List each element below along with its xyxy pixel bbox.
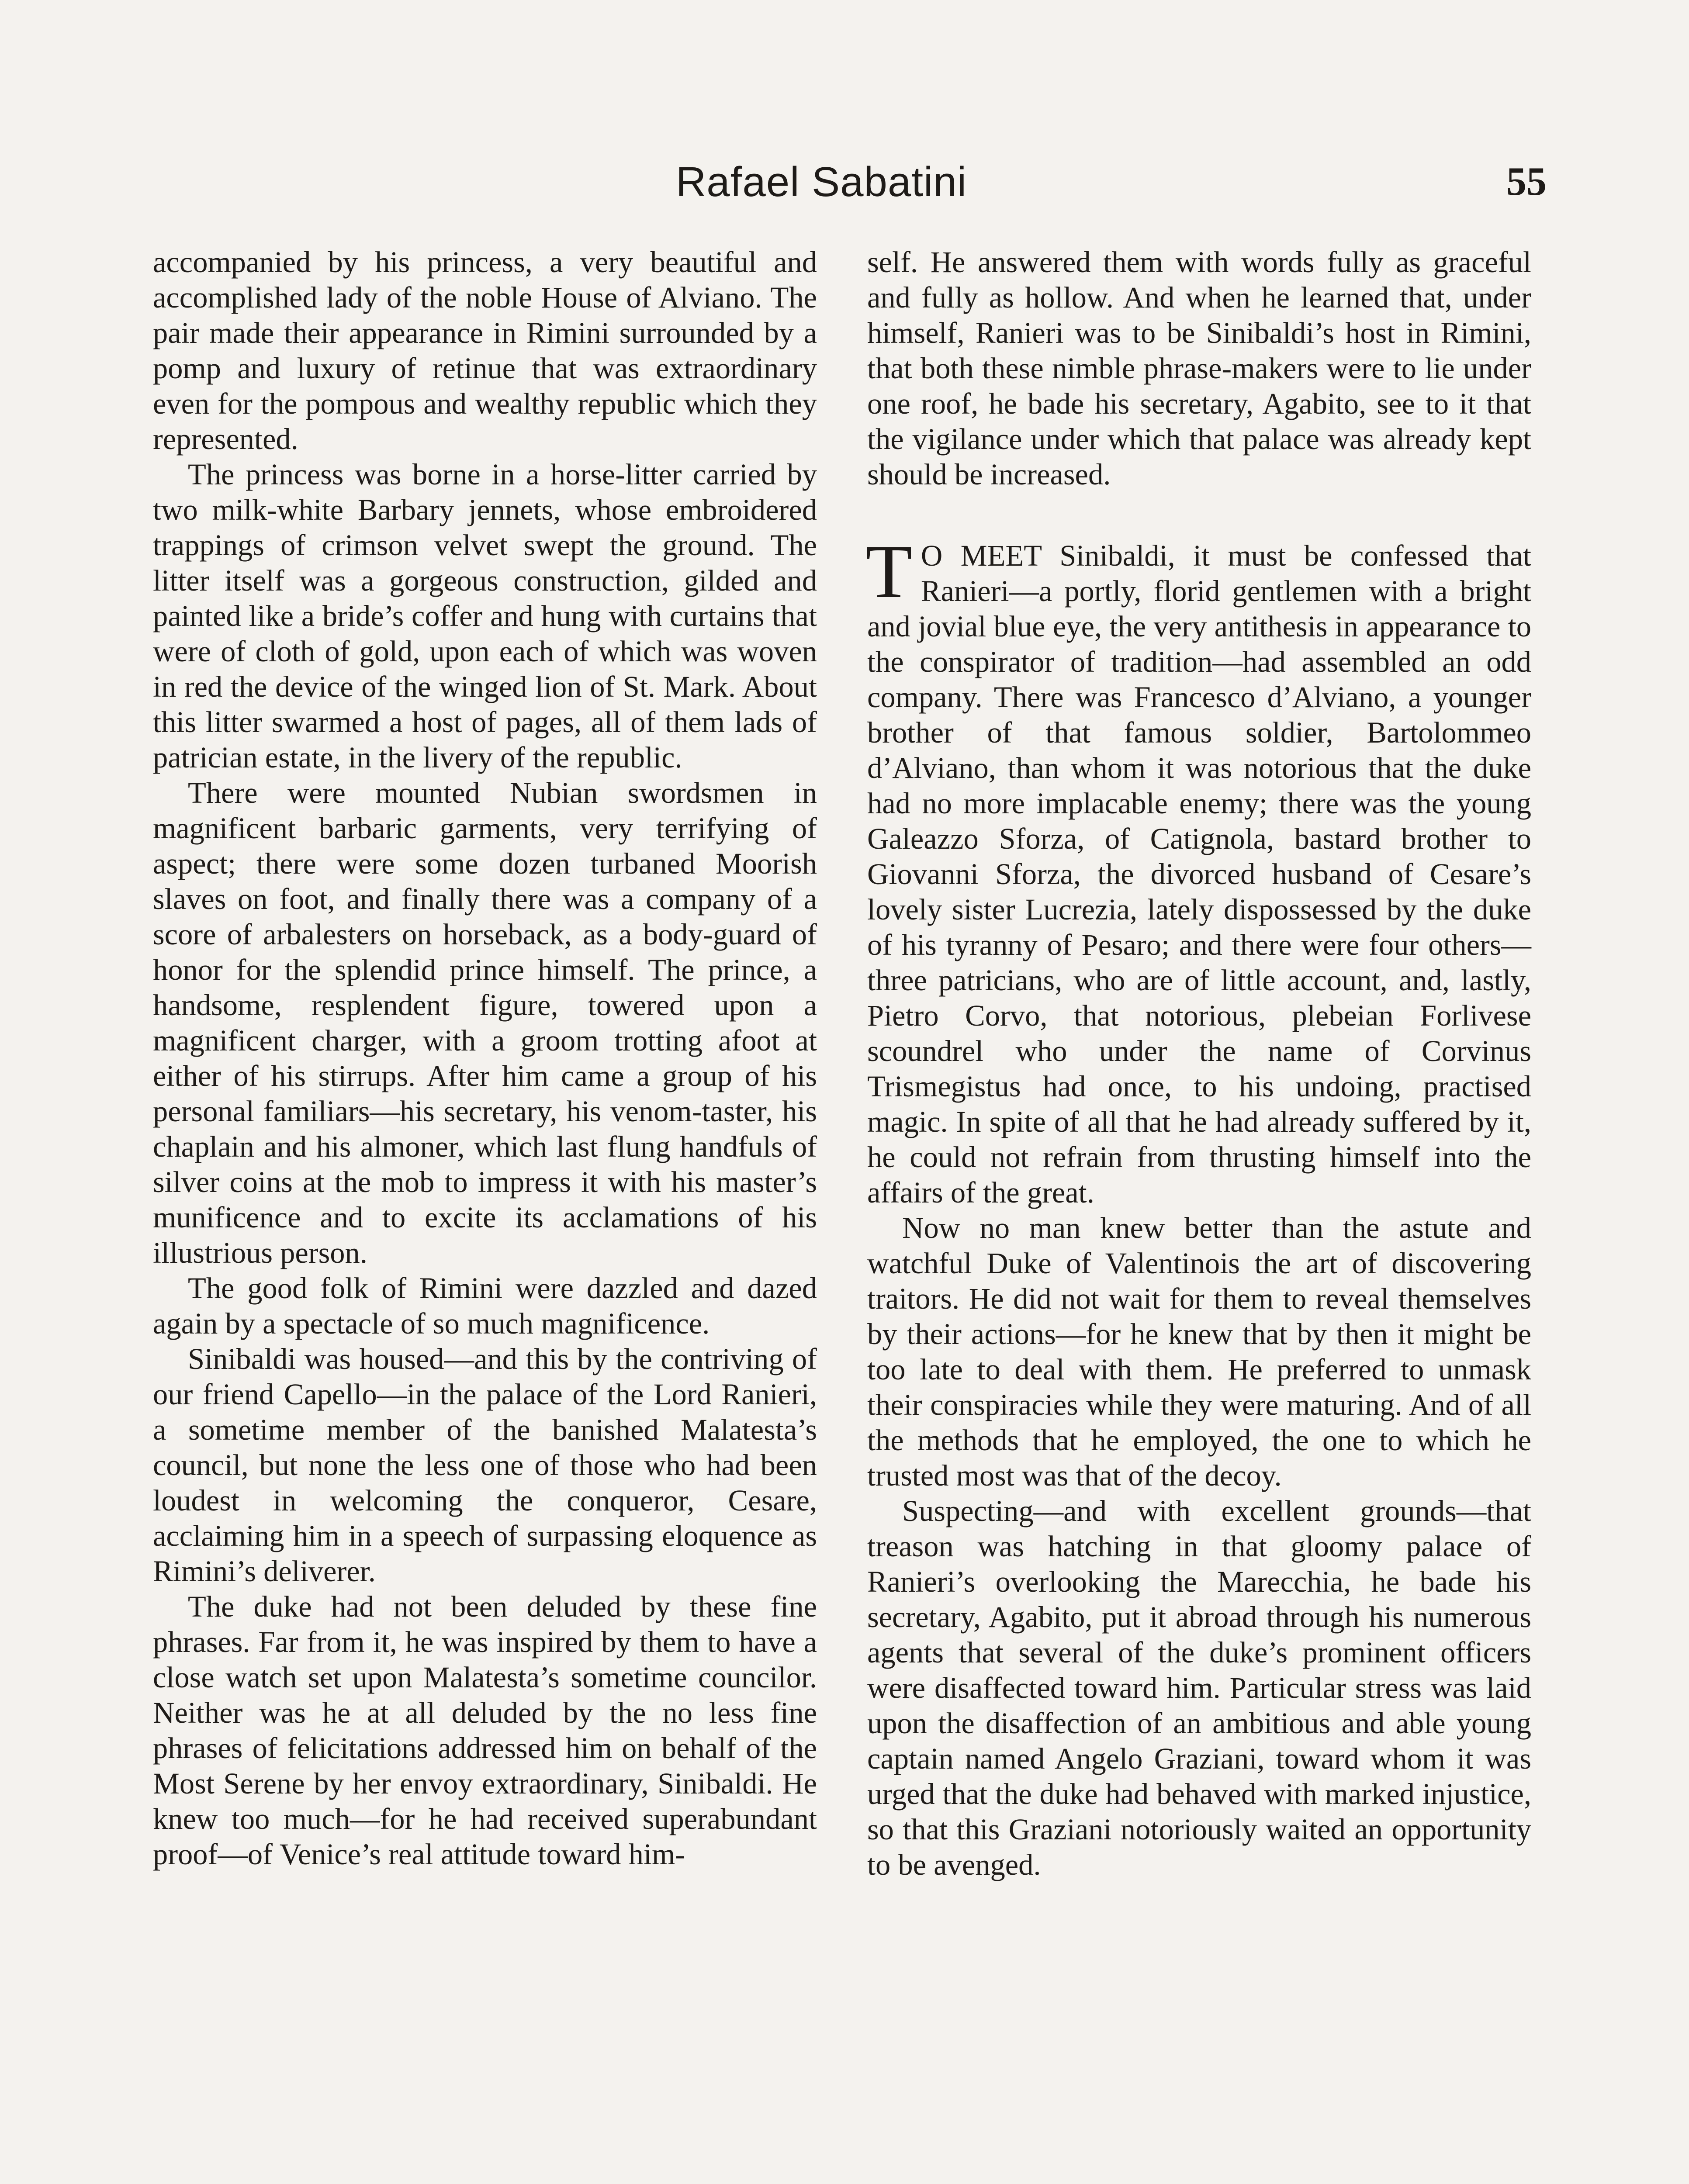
paragraph: The princess was borne in a horse-litter carried by two milk-white Barbary jennets, whose embroidered trappings of crimson velvet swept the ground. The litter itself was a gorgeous construction, gilded and painted like a bride’s coffer and hung with curtains that were of cloth of gold, upon each of which was woven in red the device of the winged lion of St. Mark. About this litter swarmed a host of pages, all of them lads of patrician estate, in the livery of the republic. (153, 458, 817, 774)
section-opening-paragraph (865, 529, 1531, 1210)
small-caps-lead: O MEET (921, 539, 1042, 572)
paragraph: Sinibaldi was housed—and this by the contriving of our friend Capello—in the palace of the Lord Ranieri, a sometime member of the banished Malatesta’s council, but none the less one of those who had been loudest in welcoming the conqueror, Cesare, acclaiming him in a speech of surpassing eloquence as Rimini’s deliverer. (153, 1342, 817, 1588)
left-column (153, 245, 817, 1872)
paragraph: There were mounted Nubian swordsmen in magnificent barbaric garments, very terrifying of aspect; there were some dozen turbaned Moorish slaves on foot, and finally there was a company of a score of arbalesters on horseback, as a body-guard of honor for the splendid prince himself. The prince, a handsome, resplendent figure, towered upon a magnificent charger, with a groom trotting afoot at either of his stirrups. After him came a group of his personal familiars—his secretary, his venom-taster, his chaplain and his almoner, which last flung handfuls of silver coins at the mob to impress it with his master’s munificence and to excite its acclamations of his illustrious person. (153, 776, 817, 1269)
drop-cap: T (865, 529, 912, 614)
running-title: Rafael Sabatini (675, 159, 967, 205)
paragraph: The duke had not been deluded by these fine phrases. Far from it, he was inspired by them to have a close watch set upon Malatesta’s sometime councilor. Neither was he at all deluded by the no less fine phrases of felicitations addressed him on behalf of the Most Serene by her envoy extraordinary, Sinibaldi. He knew too much—for he had received superabundant proof—of Venice’s real attitude toward him- (153, 1590, 817, 1871)
paragraph: accompanied by his princess, a very beautiful and accomplished lady of the noble House of Alviano. The pair made their appearance in Rimini surrounded by a pomp and luxury of retinue that was extraordinary even for the pompous and wealthy republic which they represented. (153, 245, 817, 456)
paragraph: Suspecting—and with excellent grounds—that treason was hatching in that gloomy palace of Ranieri’s overlooking the Marecchia, he bade his secretary, Agabito, put it abroad through his numerous agents that several of the duke’s prominent officers were disaffected toward him. Particular stress was laid upon the disaffection of an ambitious and able young captain named Angelo Graziani, toward whom it was urged that the duke had behaved with marked injustice, so that this Graziani notoriously waited an opportunity to be avenged. (867, 1494, 1531, 1881)
paragraph: self. He answered them with words fully as graceful and fully as hollow. And when he learned that, under himself, Ranieri was to be Sinibaldi’s host in Rimini, that both these nimble phrase-makers were to lie under one roof, he bade his secretary, Agabito, see to it that the vigilance under which that palace was already kept should be increased. (867, 245, 1531, 491)
section-text: Sinibaldi, it must be confessed that Ranieri—a portly, florid gentlemen with a bright and jovial blue eye, the very antithesis in appearance to the conspirator of tradition—had assembled an odd company. There was Francesco d’Alviano, a younger brother of that famous soldier, Bartolommeo d’Alviano, than whom it was notorious that the duke had no more implacable enemy; there was the young Galeazzo Sforza, of Catignola, bastard brother to Giovanni Sforza, the divorced husband of Cesare’s lovely sister Lucrezia, lately dispossessed by the duke of his tyranny of Pesaro; and there were four others—three patricians, who are of little account, and, lastly, Pietro Corvo, that notorious, plebeian Forlivese scoundrel who under the name of Corvinus Trismegistus had once, to his undoing, practised magic. In spite of all that he had already suffered by it, he could not refrain from thrusting himself into the affairs of the great. (867, 539, 1531, 1209)
page-number: 55 (1506, 159, 1547, 204)
paragraph: Now no man knew better than the astute and watchful Duke of Valentinois the art of discovering traitors. He did not wait for them to reveal themselves by their actions—for he knew that by then it might be too late to deal with them. He preferred to unmask their conspiracies while they were maturing. And of all the methods that he employed, the one to which he trusted most was that of the decoy. (867, 1211, 1531, 1492)
paragraph: The good folk of Rimini were dazzled and dazed again by a spectacle of so much magnificence. (153, 1272, 817, 1340)
right-column (867, 245, 1531, 1883)
